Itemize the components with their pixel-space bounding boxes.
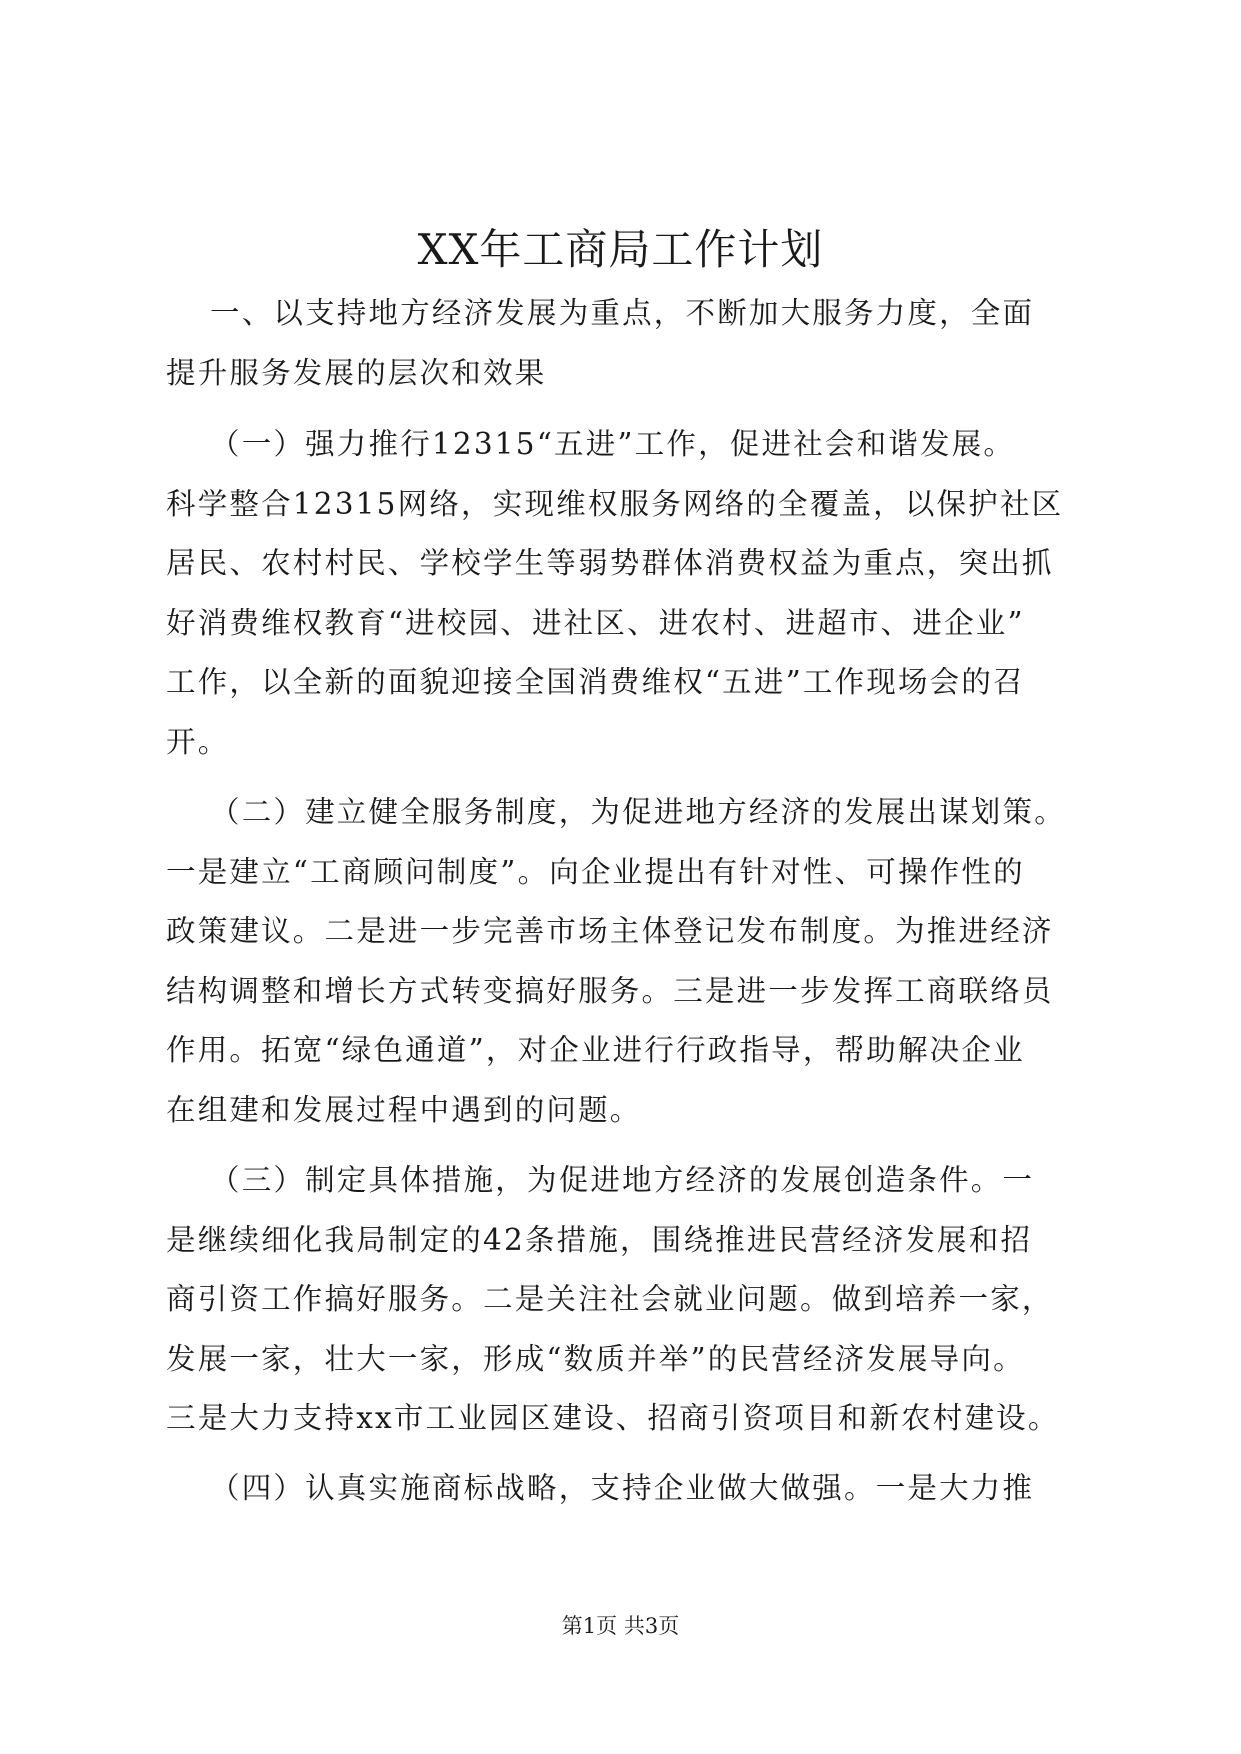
text-line: 一是建立“工商顾问制度”。向企业提出有针对性、可操作性的 xyxy=(166,855,1025,889)
text-line: （二）建立健全服务制度，为促进地方经济的发展出谋划策。 xyxy=(210,795,1066,829)
text-line: 政策建议。二是进一步完善市场主体登记发布制度。为推进经济 xyxy=(166,914,1054,948)
text-line: 在组建和发展过程中遇到的问题。 xyxy=(166,1093,642,1127)
page-title: XX年工商局工作计划 xyxy=(417,225,824,274)
text-line: （一）强力推行12315“五进”工作，促进社会和谐发展。 xyxy=(210,427,1016,461)
text-line: 作用。拓宽“绿色通道”，对企业进行行政指导，帮助解决企业 xyxy=(166,1033,1025,1067)
text-line: 提升服务发展的层次和效果 xyxy=(166,356,547,390)
text-line: 居民、农村村民、学校学生等弱势群体消费权益为重点，突出抓 xyxy=(166,546,1054,580)
text-line: 好消费维权教育“进校园、进社区、进农村、进超市、进企业” xyxy=(166,606,1025,640)
text-line: 发展一家，壮大一家，形成“数质并举”的民营经济发展导向。 xyxy=(166,1342,1025,1376)
text-line: 结构调整和增长方式转变搞好服务。三是进一步发挥工商联络员 xyxy=(166,974,1054,1008)
text-line: （三）制定具体措施，为促进地方经济的发展创造条件。一 xyxy=(210,1163,1035,1197)
text-line: 商引资工作搞好服务。二是关注社会就业问题。做到培养一家， xyxy=(166,1282,1054,1316)
text-line: 开。 xyxy=(166,725,230,759)
text-line: 一、以支持地方经济发展为重点，不断加大服务力度，全面 xyxy=(210,296,1035,330)
page-footer: 第1页 共3页 xyxy=(561,1614,680,1638)
text-line: 科学整合12315网络，实现维权服务网络的全覆盖，以保护社区 xyxy=(166,487,1064,521)
text-line: 是继续细化我局制定的42条措施，围绕推进民营经济发展和招 xyxy=(166,1223,1033,1257)
text-line: 三是大力支持xx市工业园区建设、招商引资项目和新农村建设。 xyxy=(166,1401,1060,1435)
text-line: 工作，以全新的面貌迎接全国消费维权“五进”工作现场会的召 xyxy=(166,665,1025,699)
text-line: （四）认真实施商标战略，支持企业做大做强。一是大力推 xyxy=(210,1471,1035,1505)
